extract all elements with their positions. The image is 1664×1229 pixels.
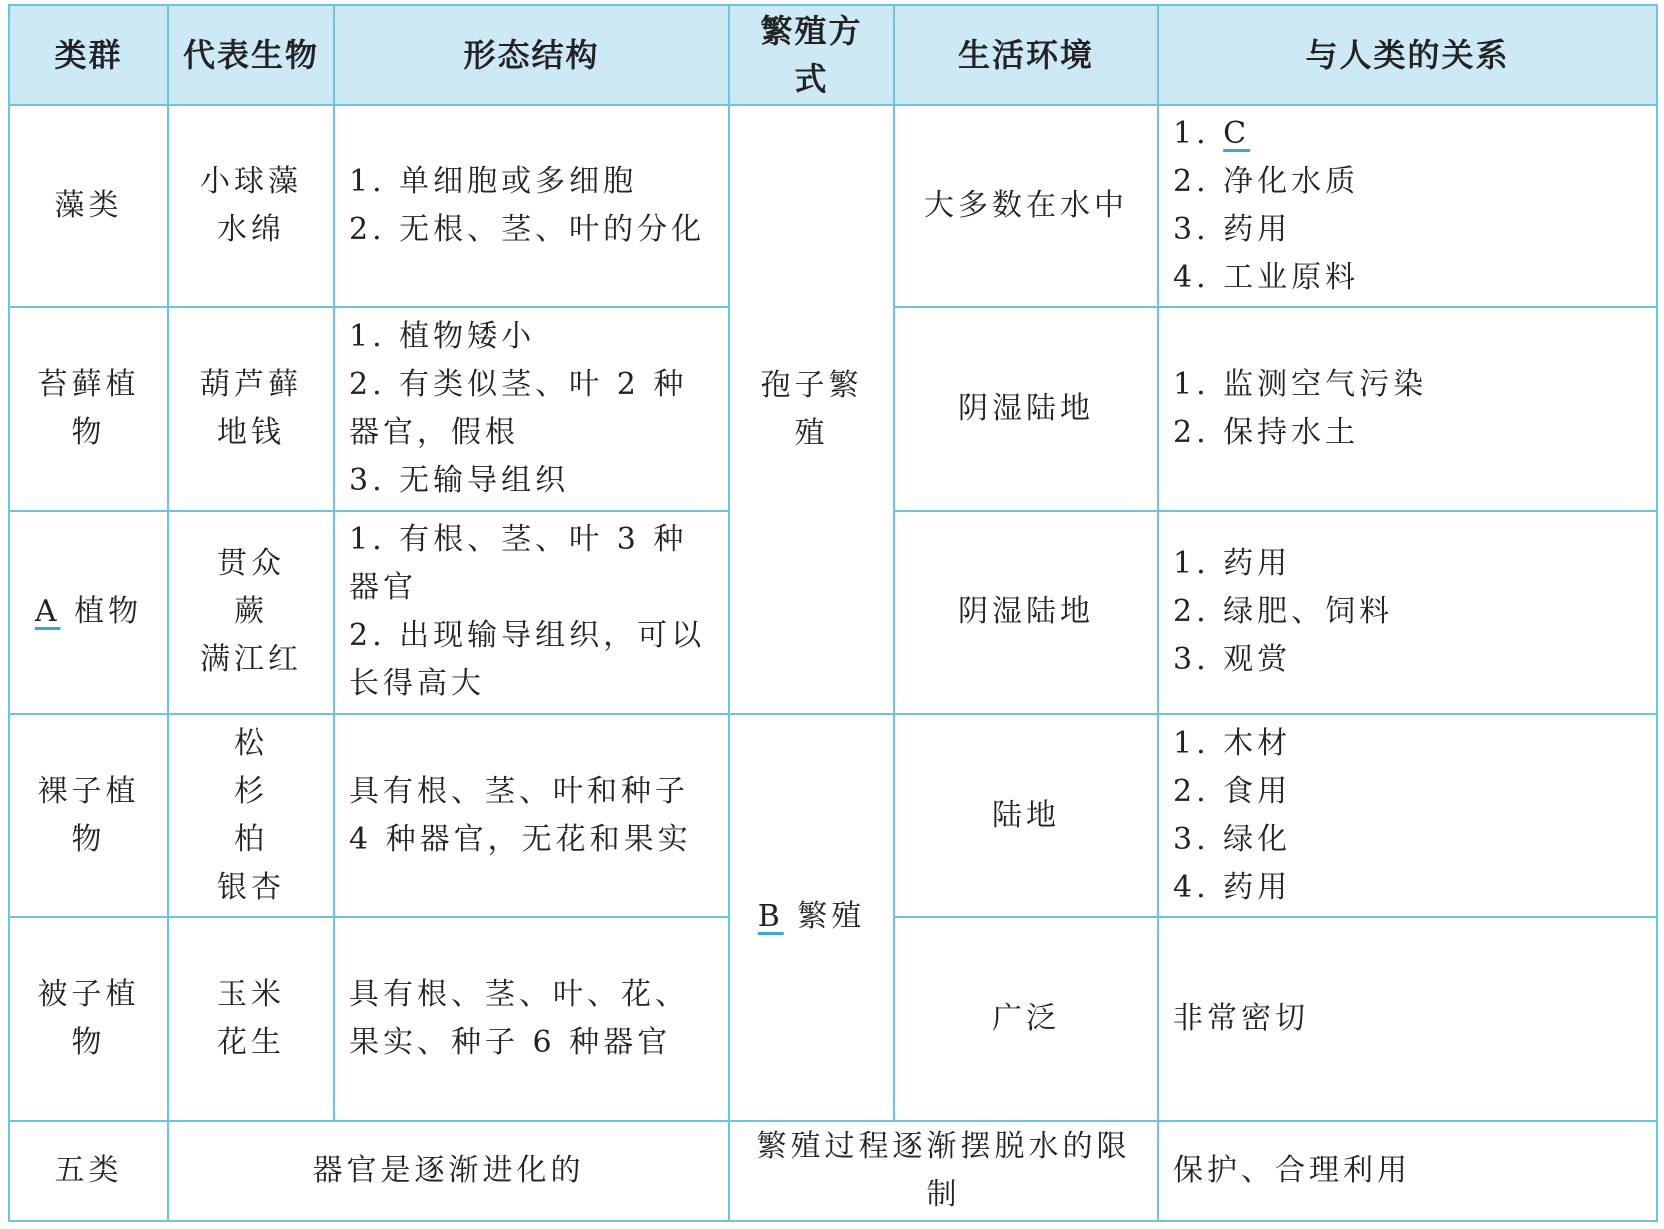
environment-cell: 阴湿陆地 [894,307,1158,510]
organism: 满江红 [200,642,302,678]
group-suffix: 植物 [60,594,143,630]
relation-cell [1158,917,1657,1120]
reproduction-seed-cell [729,714,894,1121]
relation-item: 2. 保持水土 [1173,415,1360,451]
relation-cell [1158,511,1657,714]
relation-item: 非常密切 [1173,1001,1309,1037]
header-row [9,5,1657,105]
organism: 蕨 [234,594,268,630]
relation-item: 3. 药用 [1173,212,1292,248]
relation-item: 2. 食用 [1173,773,1292,809]
environment-cell: 阴湿陆地 [894,511,1158,714]
organism: 小球藻 [200,164,302,200]
organism: 银杏 [217,869,285,905]
summary-structure-cell: 器官是逐渐进化的 [168,1121,729,1221]
organism: 柏 [234,821,268,857]
organism: 葫芦藓 [200,367,302,403]
blank-answer-b: B [757,899,784,935]
reproduction-suffix: 繁殖 [783,899,866,935]
plant-classification-table [8,4,1658,1222]
summary-relation-cell: 保护、合理利用 [1158,1121,1657,1221]
relation-item: 1. 监测空气污染 [1173,367,1428,403]
group-cell: 裸子植物 [9,714,168,917]
structure-item: 2. 无根、茎、叶的分化 [349,212,706,248]
relation-cell [1158,105,1657,307]
structure-cell [334,917,729,1120]
relation-item [1173,110,1642,158]
structure-item: 具有根、茎、叶、花、果实、种子 6 种器官 [349,977,689,1061]
structure-cell [334,511,729,714]
group-cell: 藻类 [9,105,168,307]
organism: 花生 [217,1025,285,1061]
organism: 地钱 [217,415,285,451]
relation-item: 3. 观赏 [1173,642,1292,678]
relation-cell [1158,714,1657,917]
table-row [9,105,1657,307]
blank-answer-c: C [1223,116,1251,152]
environment-cell: 广泛 [894,917,1158,1120]
relation-item: 1. 木材 [1173,725,1292,761]
environment-cell: 陆地 [894,714,1158,917]
relation-item: 4. 工业原料 [1173,260,1360,296]
header-organisms: 代表生物 [168,5,334,105]
header-group: 类群 [9,5,168,105]
organisms-cell [168,307,334,510]
relation-item: 2. 净化水质 [1173,164,1360,200]
organisms-cell [168,511,334,714]
relation-item: 2. 绿肥、饲料 [1173,594,1394,630]
relation-item: 4. 药用 [1173,869,1292,905]
relation-number: 1. [1173,116,1224,152]
header-relation: 与人类的关系 [1158,5,1657,105]
table-row [9,714,1657,917]
structure-item: 1. 有根、茎、叶 3 种器官 [349,522,688,606]
plant-table-container [8,4,1656,1222]
header-reproduction: 繁殖方式 [729,5,894,105]
organism: 玉米 [217,977,285,1013]
structure-cell [334,714,729,917]
structure-item: 具有根、茎、叶和种子 4 种器官，无花和果实 [349,773,692,857]
summary-group-cell: 五类 [9,1121,168,1221]
header-environment: 生活环境 [894,5,1158,105]
organisms-cell [168,105,334,307]
header-structure: 形态结构 [334,5,729,105]
summary-reproduction-cell: 繁殖过程逐渐摆脱水的限制 [729,1121,1158,1221]
organism: 贯众 [217,546,285,582]
relation-cell [1158,307,1657,510]
organism: 松 [234,725,268,761]
reproduction-spore-cell: 孢子繁殖 [729,105,894,714]
relation-item: 3. 绿化 [1173,821,1292,857]
organisms-cell [168,917,334,1120]
structure-cell [334,307,729,510]
structure-item: 2. 出现输导组织，可以长得高大 [349,618,706,702]
relation-item: 1. 药用 [1173,546,1292,582]
group-cell: 被子植物 [9,917,168,1120]
organism: 杉 [234,773,268,809]
blank-answer-a: A [34,594,61,630]
group-cell: 苔藓植物 [9,307,168,510]
structure-cell [334,105,729,307]
structure-item: 1. 植物矮小 [349,319,536,355]
structure-item: 1. 单细胞或多细胞 [349,164,638,200]
summary-row [9,1121,1657,1221]
organisms-cell [168,714,334,917]
environment-cell: 大多数在水中 [894,105,1158,307]
structure-item: 2. 有类似茎、叶 2 种器官，假根 [349,367,688,451]
organism: 水绵 [217,212,285,248]
group-cell [9,511,168,714]
structure-item: 3. 无输导组织 [349,463,570,499]
